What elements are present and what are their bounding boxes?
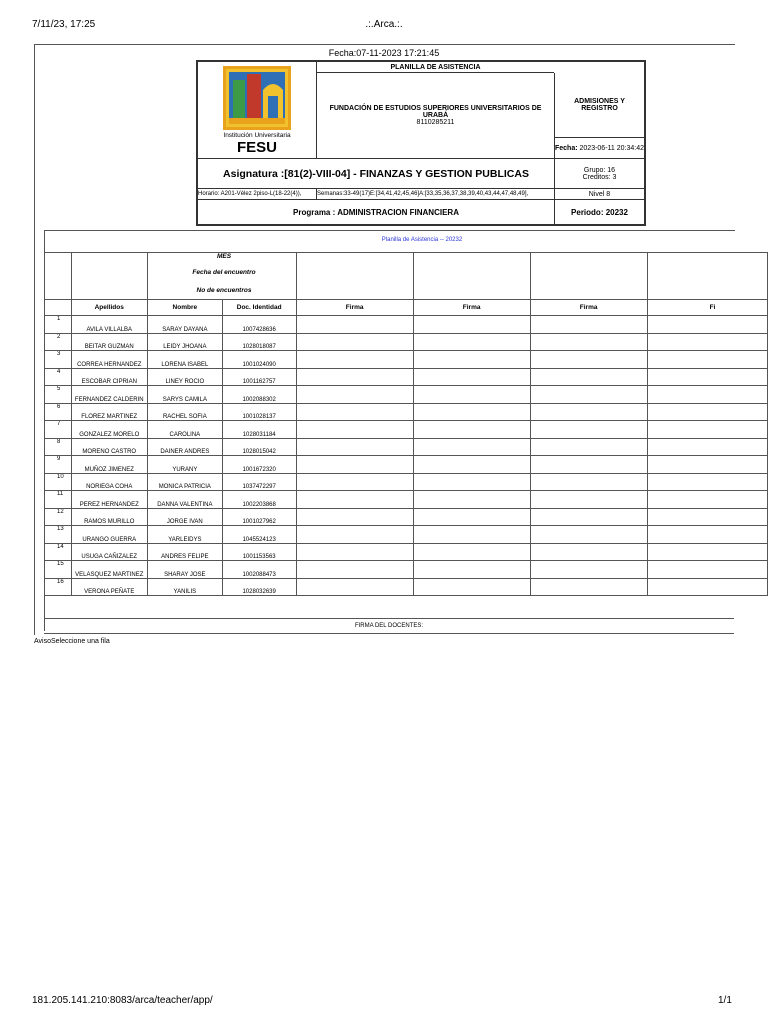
row-number: 7	[45, 421, 72, 439]
student-name: JORGE IVAN	[148, 508, 223, 526]
student-surname: URANGO GUERRA	[71, 526, 148, 544]
table-row[interactable]	[45, 333, 768, 351]
signature-cell-4[interactable]	[647, 508, 767, 526]
col-header-firma-2: Firma	[413, 300, 530, 316]
signature-cell-3[interactable]	[530, 386, 647, 404]
report-date-cell	[554, 137, 644, 158]
col-header-apellidos: Apellidos	[71, 300, 148, 316]
signature-cell-4[interactable]	[647, 316, 767, 334]
month-label: MES	[216, 253, 232, 260]
admisiones-label: ADMISIONES Y REGISTRO	[554, 73, 644, 137]
signature-cell-3[interactable]	[530, 543, 647, 561]
signature-cell-4[interactable]	[647, 333, 767, 351]
signature-cell-3[interactable]	[530, 333, 647, 351]
student-id: 1001024090	[222, 351, 296, 369]
student-name: DAINER ANDRES	[148, 438, 223, 456]
signature-cell-4[interactable]	[647, 386, 767, 404]
student-name: SARAY DAYANA	[148, 316, 223, 334]
logo-caption: Institución Universitaria	[223, 132, 291, 139]
signature-cell-1[interactable]	[296, 491, 413, 509]
signature-cell-2[interactable]	[413, 578, 530, 596]
row-number: 2	[45, 333, 72, 351]
student-surname: USUGA CAÑIZALEZ	[71, 543, 148, 561]
signature-cell-3[interactable]	[530, 473, 647, 491]
signature-cell-4[interactable]	[647, 456, 767, 474]
session-count-label: No de encuentros	[196, 287, 252, 294]
logo-name: FESU	[236, 139, 277, 156]
col-header-doc: Doc. Identidad	[222, 300, 296, 316]
student-name: YARLEIDYS	[148, 526, 223, 544]
table-row[interactable]	[45, 491, 768, 509]
signature-cell-2[interactable]	[413, 333, 530, 351]
signature-cell-1[interactable]	[296, 368, 413, 386]
row-number: 1	[45, 316, 72, 334]
student-surname: VERONA PEÑATE	[71, 578, 148, 596]
signature-cell-3[interactable]	[530, 491, 647, 509]
student-name: SARYS CAMILA	[148, 386, 223, 404]
signature-cell-4[interactable]	[647, 561, 767, 579]
notice-text: AvisoSeleccione una fila	[34, 638, 110, 645]
student-surname: AVILA VILLALBA	[71, 316, 148, 334]
student-id: 1002203868	[222, 491, 296, 509]
table-row[interactable]	[45, 368, 768, 386]
print-datetime: 7/11/23, 17:25	[32, 19, 96, 30]
student-name: RACHEL SOFIA	[148, 403, 223, 421]
attendance-table	[44, 252, 768, 596]
student-name: LINEY ROCIO	[148, 368, 223, 386]
col-header-firma-1: Firma	[296, 300, 413, 316]
signature-cell-4[interactable]	[647, 438, 767, 456]
table-header-row	[45, 300, 768, 316]
student-surname: FLOREZ MARTINEZ	[71, 403, 148, 421]
student-surname: BEITAR GUZMAN	[71, 333, 148, 351]
session-date-label: Fecha del encuentro	[192, 269, 256, 276]
student-surname: RAMOS MURILLO	[71, 508, 148, 526]
signature-cell-1[interactable]	[296, 508, 413, 526]
signature-cell-2[interactable]	[413, 386, 530, 404]
student-id: 1028031184	[222, 421, 296, 439]
signature-cell-2[interactable]	[413, 403, 530, 421]
signature-cell-3[interactable]	[530, 438, 647, 456]
signature-cell-1[interactable]	[296, 456, 413, 474]
signature-cell-3[interactable]	[530, 421, 647, 439]
row-number: 9	[45, 456, 72, 474]
signature-cell-3[interactable]	[530, 316, 647, 334]
col-header-firma-3: Firma	[530, 300, 647, 316]
student-surname: ESCOBAR CIPRIAN	[71, 368, 148, 386]
student-name: LORENA ISABEL	[148, 351, 223, 369]
signature-cell-4[interactable]	[647, 351, 767, 369]
signature-cell-1[interactable]	[296, 421, 413, 439]
student-id: 1028032639	[222, 578, 296, 596]
program-name: Programa : ADMINISTRACION FINANCIERA	[198, 199, 554, 224]
student-surname: VELASQUEZ MARTINEZ	[71, 561, 148, 579]
table-row[interactable]	[45, 403, 768, 421]
student-name: SHARAY JOSE	[148, 561, 223, 579]
student-surname: FERNANDEZ CALDERIN	[71, 386, 148, 404]
table-row[interactable]	[45, 386, 768, 404]
academic-period: Periodo: 20232	[554, 199, 644, 224]
student-name: YURANY	[148, 456, 223, 474]
table-row[interactable]	[45, 316, 768, 334]
signature-cell-2[interactable]	[413, 491, 530, 509]
table-meta-row	[45, 253, 768, 300]
signature-cell-3[interactable]	[530, 578, 647, 596]
schedule: Horario: A201-Vélez 2piso-L(18-22(4)),	[198, 188, 316, 199]
institution-name: FUNDACIÓN DE ESTUDIOS SUPERIORES UNIVERSITARIOS DE URABÁ	[329, 105, 542, 119]
student-name: LEIDY JHOANA	[148, 333, 223, 351]
table-row[interactable]	[45, 421, 768, 439]
student-surname: MORENO CASTRO	[71, 438, 148, 456]
print-url: 181.205.141.210:8083/arca/teacher/app/	[32, 995, 213, 1006]
row-number: 6	[45, 403, 72, 421]
signature-cell-2[interactable]	[413, 368, 530, 386]
student-name: DANNA VALENTINA	[148, 491, 223, 509]
signature-cell-1[interactable]	[296, 333, 413, 351]
row-number: 12	[45, 508, 72, 526]
student-id: 1045524123	[222, 526, 296, 544]
row-number: 16	[45, 578, 72, 596]
student-id: 1001672320	[222, 456, 296, 474]
signature-cell-4[interactable]	[647, 491, 767, 509]
signature-cell-4[interactable]	[647, 543, 767, 561]
weeks: Semanas:33-49(17)E:[34,41,42,45,46]A:[33,35,36,37,38,39,40,43,44,47,48,49],	[316, 188, 554, 199]
signature-cell-3[interactable]	[530, 351, 647, 369]
report-date-label: Fecha:	[555, 144, 578, 152]
signature-cell-2[interactable]	[413, 508, 530, 526]
signature-cell-1[interactable]	[296, 316, 413, 334]
course-name: Asignatura :[81(2)-VIII-04] - FINANZAS Y GESTION PUBLICAS	[198, 158, 554, 188]
print-title: .:.Arca.:.	[365, 19, 403, 30]
student-name: CAROLINA	[148, 421, 223, 439]
table-row[interactable]	[45, 508, 768, 526]
signature-cell-1[interactable]	[296, 561, 413, 579]
signature-cell-4[interactable]	[647, 473, 767, 491]
signature-cell-1[interactable]	[296, 438, 413, 456]
signature-cell-2[interactable]	[413, 561, 530, 579]
student-id: 1001162757	[222, 368, 296, 386]
student-surname: MUÑOZ JIMENEZ	[71, 456, 148, 474]
row-number: 5	[45, 386, 72, 404]
student-surname: NORIEGA COHA	[71, 473, 148, 491]
table-row[interactable]	[45, 578, 768, 596]
row-number: 4	[45, 368, 72, 386]
signature-cell-2[interactable]	[413, 473, 530, 491]
signature-cell-1[interactable]	[296, 351, 413, 369]
report-header	[196, 60, 646, 226]
student-id: 1028015042	[222, 438, 296, 456]
report-print-date: Fecha:07-11-2023 17:21:45	[328, 48, 440, 58]
signature-cell-1[interactable]	[296, 578, 413, 596]
student-id: 1001028137	[222, 403, 296, 421]
student-id: 1002088473	[222, 561, 296, 579]
signature-cell-1[interactable]	[296, 526, 413, 544]
col-header-firma-4: Fi	[647, 300, 767, 316]
signature-cell-3[interactable]	[530, 403, 647, 421]
teacher-signature-line: FIRMA DEL DOCENTES:	[44, 618, 734, 634]
course-credits: Creditos: 3	[582, 173, 617, 181]
signature-cell-4[interactable]	[647, 526, 767, 544]
table-row[interactable]	[45, 351, 768, 369]
col-header-nombre: Nombre	[148, 300, 223, 316]
student-id: 1001153563	[222, 543, 296, 561]
student-name: YANILIS	[148, 578, 223, 596]
table-row[interactable]	[45, 473, 768, 491]
row-number: 11	[45, 491, 72, 509]
table-row[interactable]	[45, 561, 768, 579]
table-row[interactable]	[45, 438, 768, 456]
signature-cell-3[interactable]	[530, 508, 647, 526]
attendance-subtitle: Planilla de Asistencia -- 20232	[381, 237, 463, 243]
signature-cell-3[interactable]	[530, 456, 647, 474]
signature-cell-4[interactable]	[647, 403, 767, 421]
signature-cell-3[interactable]	[530, 368, 647, 386]
report-date-value: 2023-06-11 20:34:42	[579, 144, 644, 152]
signature-cell-3[interactable]	[530, 526, 647, 544]
print-page-number: 1/1	[718, 995, 732, 1006]
student-surname: CORREA HERNANDEZ	[71, 351, 148, 369]
student-name: ANDRES FELIPE	[148, 543, 223, 561]
fesu-logo-icon	[223, 66, 291, 130]
group-number: Grupo: 16	[583, 166, 616, 174]
signature-cell-1[interactable]	[296, 403, 413, 421]
student-id: 1001027962	[222, 508, 296, 526]
row-number: 14	[45, 543, 72, 561]
student-id: 1028018087	[222, 333, 296, 351]
signature-cell-2[interactable]	[413, 316, 530, 334]
signature-cell-3[interactable]	[530, 561, 647, 579]
signature-cell-2[interactable]	[413, 543, 530, 561]
signature-cell-2[interactable]	[413, 456, 530, 474]
table-row[interactable]	[45, 526, 768, 544]
row-number: 3	[45, 351, 72, 369]
signature-cell-1[interactable]	[296, 543, 413, 561]
signature-cell-4[interactable]	[647, 368, 767, 386]
signature-cell-4[interactable]	[647, 421, 767, 439]
student-surname: GONZALEZ MORELO	[71, 421, 148, 439]
table-row[interactable]	[45, 456, 768, 474]
student-surname: PEREZ HERNANDEZ	[71, 491, 148, 509]
planilla-title: PLANILLA DE ASISTENCIA	[316, 62, 554, 73]
row-number: 8	[45, 438, 72, 456]
institution-cell	[316, 73, 554, 158]
row-number: 10	[45, 473, 72, 491]
student-name: MONICA PATRICIA	[148, 473, 223, 491]
signature-cell-4[interactable]	[647, 578, 767, 596]
group-credits-cell	[554, 158, 644, 188]
student-id: 1037472297	[222, 473, 296, 491]
table-row[interactable]	[45, 543, 768, 561]
row-number: 15	[45, 561, 72, 579]
signature-cell-1[interactable]	[296, 473, 413, 491]
session-meta-cell	[148, 253, 297, 300]
signature-cell-2[interactable]	[413, 438, 530, 456]
logo-cell	[198, 62, 316, 158]
student-id: 1007428636	[222, 316, 296, 334]
course-level: Nivel 8	[554, 188, 644, 199]
institution-nit: 8110285211	[416, 119, 455, 126]
row-number: 13	[45, 526, 72, 544]
student-id: 1002088302	[222, 386, 296, 404]
signature-cell-2[interactable]	[413, 526, 530, 544]
signature-cell-2[interactable]	[413, 351, 530, 369]
signature-cell-1[interactable]	[296, 386, 413, 404]
signature-cell-2[interactable]	[413, 421, 530, 439]
